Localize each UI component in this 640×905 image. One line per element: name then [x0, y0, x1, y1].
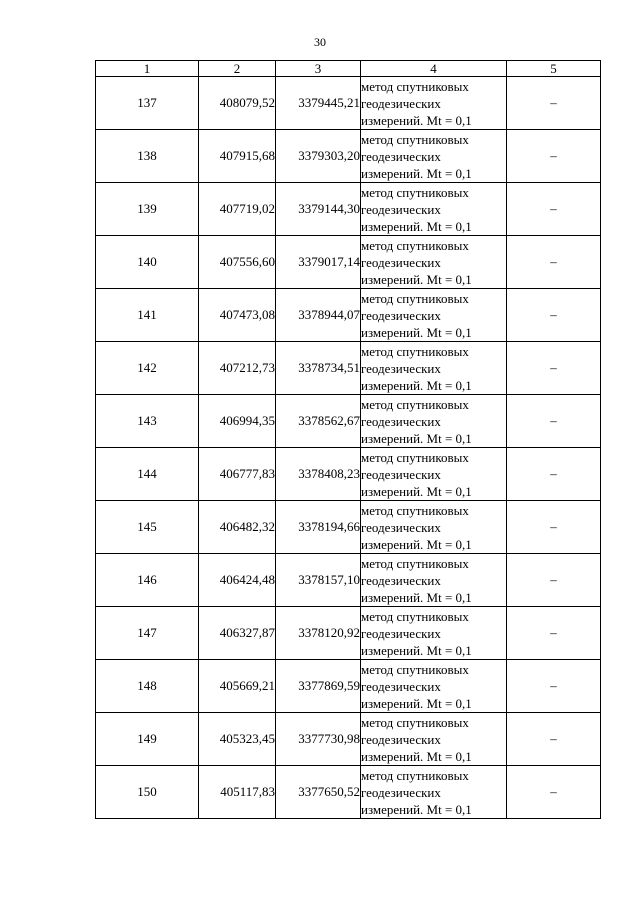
coordinate-x: 405323,45: [199, 713, 276, 766]
table-row: [96, 236, 601, 289]
note-dash: –: [507, 183, 601, 236]
method-line-2: геодезических: [361, 572, 441, 588]
method-line-2: геодезических: [361, 360, 441, 376]
method-line-1: метод спутниковых: [361, 237, 469, 253]
method-description: [361, 236, 507, 289]
note-dash: –: [507, 766, 601, 819]
point-number: 146: [96, 554, 199, 607]
method-description: [361, 395, 507, 448]
method-line-3: измерений. Mt = 0,1: [361, 589, 472, 605]
point-number: 147: [96, 607, 199, 660]
method-line-3: измерений. Mt = 0,1: [361, 377, 472, 393]
method-line-1: метод спутниковых: [361, 555, 469, 571]
method-line-1: метод спутниковых: [361, 131, 469, 147]
point-number: 143: [96, 395, 199, 448]
point-number: 137: [96, 77, 199, 130]
header-col-3: 3: [276, 61, 361, 77]
method-line-2: геодезических: [361, 413, 441, 429]
method-description: [361, 183, 507, 236]
point-number: 141: [96, 289, 199, 342]
coordinate-y: 3377730,98: [276, 713, 361, 766]
page-number: 30: [314, 35, 326, 49]
method-description: [361, 554, 507, 607]
method-line-3: измерений. Mt = 0,1: [361, 483, 472, 499]
coordinate-x: 407915,68: [199, 130, 276, 183]
note-dash: –: [507, 554, 601, 607]
table-row: [96, 77, 601, 130]
method-description: [361, 660, 507, 713]
method-line-2: геодезических: [361, 625, 441, 641]
table-row: [96, 501, 601, 554]
header-col-4: 4: [361, 61, 507, 77]
point-number: 149: [96, 713, 199, 766]
coordinate-y: 3378734,51: [276, 342, 361, 395]
table-row: [96, 554, 601, 607]
table-row: [96, 448, 601, 501]
method-line-2: геодезических: [361, 201, 441, 217]
method-line-2: геодезических: [361, 148, 441, 164]
point-number: 140: [96, 236, 199, 289]
note-dash: –: [507, 77, 601, 130]
method-description: [361, 766, 507, 819]
method-line-3: измерений. Mt = 0,1: [361, 642, 472, 658]
method-description: [361, 289, 507, 342]
method-line-1: метод спутниковых: [361, 608, 469, 624]
coordinate-x: 406994,35: [199, 395, 276, 448]
method-description: [361, 342, 507, 395]
note-dash: –: [507, 501, 601, 554]
method-line-1: метод спутниковых: [361, 290, 469, 306]
method-line-3: измерений. Mt = 0,1: [361, 271, 472, 287]
header-col-1: 1: [96, 61, 199, 77]
coordinate-y: 3378194,66: [276, 501, 361, 554]
method-line-3: измерений. Mt = 0,1: [361, 112, 472, 128]
table-header: [96, 61, 601, 77]
method-line-1: метод спутниковых: [361, 714, 469, 730]
point-number: 150: [96, 766, 199, 819]
method-line-3: измерений. Mt = 0,1: [361, 324, 472, 340]
table-row: [96, 183, 601, 236]
method-line-3: измерений. Mt = 0,1: [361, 165, 472, 181]
method-line-3: измерений. Mt = 0,1: [361, 695, 472, 711]
point-number: 148: [96, 660, 199, 713]
table-row: [96, 130, 601, 183]
coordinate-y: 3378120,92: [276, 607, 361, 660]
method-line-3: измерений. Mt = 0,1: [361, 536, 472, 552]
method-line-1: метод спутниковых: [361, 78, 469, 94]
point-number: 139: [96, 183, 199, 236]
note-dash: –: [507, 660, 601, 713]
coordinate-x: 407212,73: [199, 342, 276, 395]
coordinates-table: [95, 60, 601, 819]
method-line-1: метод спутниковых: [361, 767, 469, 783]
table-row: [96, 289, 601, 342]
note-dash: –: [507, 448, 601, 501]
coordinate-y: 3379303,20: [276, 130, 361, 183]
point-number: 142: [96, 342, 199, 395]
coordinate-y: 3378562,67: [276, 395, 361, 448]
method-line-2: геодезических: [361, 731, 441, 747]
table-row: [96, 607, 601, 660]
method-line-3: измерений. Mt = 0,1: [361, 748, 472, 764]
coordinate-y: 3379144,30: [276, 183, 361, 236]
method-line-2: геодезических: [361, 784, 441, 800]
point-number: 138: [96, 130, 199, 183]
method-line-1: метод спутниковых: [361, 343, 469, 359]
table-row: [96, 660, 601, 713]
method-description: [361, 713, 507, 766]
method-description: [361, 77, 507, 130]
note-dash: –: [507, 607, 601, 660]
coordinate-y: 3377650,52: [276, 766, 361, 819]
table-body: [96, 77, 601, 819]
note-dash: –: [507, 342, 601, 395]
method-description: [361, 448, 507, 501]
note-dash: –: [507, 395, 601, 448]
header-col-5: 5: [507, 61, 601, 77]
method-description: [361, 130, 507, 183]
coordinate-x: 405117,83: [199, 766, 276, 819]
method-line-1: метод спутниковых: [361, 449, 469, 465]
method-line-2: геодезических: [361, 678, 441, 694]
method-description: [361, 501, 507, 554]
method-line-1: метод спутниковых: [361, 184, 469, 200]
coordinate-x: 406424,48: [199, 554, 276, 607]
coordinate-y: 3379445,21: [276, 77, 361, 130]
method-line-2: геодезических: [361, 307, 441, 323]
method-line-3: измерений. Mt = 0,1: [361, 218, 472, 234]
coordinate-x: 406482,32: [199, 501, 276, 554]
coordinate-y: 3379017,14: [276, 236, 361, 289]
note-dash: –: [507, 289, 601, 342]
header-row: [96, 61, 601, 77]
point-number: 145: [96, 501, 199, 554]
table-row: [96, 766, 601, 819]
coordinate-y: 3378944,07: [276, 289, 361, 342]
table-row: [96, 713, 601, 766]
coordinate-x: 406777,83: [199, 448, 276, 501]
coordinate-x: 407473,08: [199, 289, 276, 342]
note-dash: –: [507, 236, 601, 289]
method-line-3: измерений. Mt = 0,1: [361, 801, 472, 817]
note-dash: –: [507, 713, 601, 766]
table-row: [96, 395, 601, 448]
coordinate-x: 407556,60: [199, 236, 276, 289]
note-dash: –: [507, 130, 601, 183]
point-number: 144: [96, 448, 199, 501]
coordinate-x: 408079,52: [199, 77, 276, 130]
method-line-2: геодезических: [361, 466, 441, 482]
method-line-3: измерений. Mt = 0,1: [361, 430, 472, 446]
coordinate-x: 405669,21: [199, 660, 276, 713]
method-line-2: геодезических: [361, 95, 441, 111]
coordinate-x: 407719,02: [199, 183, 276, 236]
method-line-2: геодезических: [361, 519, 441, 535]
table-row: [96, 342, 601, 395]
method-line-2: геодезических: [361, 254, 441, 270]
header-col-2: 2: [199, 61, 276, 77]
method-line-1: метод спутниковых: [361, 396, 469, 412]
method-description: [361, 607, 507, 660]
method-line-1: метод спутниковых: [361, 502, 469, 518]
coordinate-y: 3378408,23: [276, 448, 361, 501]
method-line-1: метод спутниковых: [361, 661, 469, 677]
coordinate-y: 3377869,59: [276, 660, 361, 713]
coordinate-x: 406327,87: [199, 607, 276, 660]
coordinate-y: 3378157,10: [276, 554, 361, 607]
